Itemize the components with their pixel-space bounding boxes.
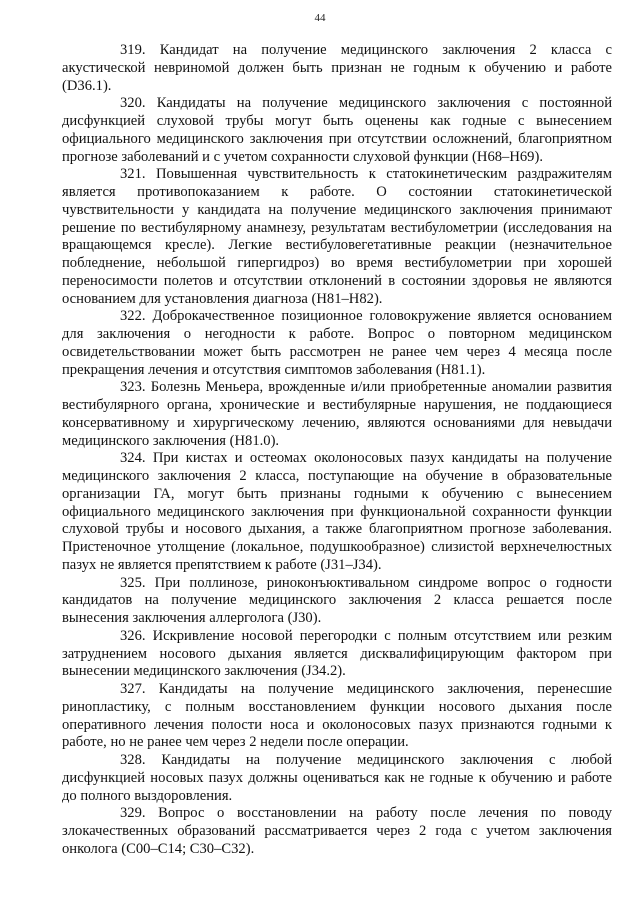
paragraph-320: 320. Кандидаты на получение медицинского заключения с постоянной дисфункцией слуховой трубы могут быть оценены как годные с вынесением официального медицинского заключения при отсутствии осложнений, благоприятном прогнозе заболеваний и с учетом сохранности слуховой функции (Н68–Н69). [62,95,612,165]
paragraph-323: 323. Болезнь Меньера, врожденные и/или приобретенные аномалии развития вестибулярного органа, хронические и вестибулярные нарушения, не поддающиеся консервативному и хирургическому лечению, являются основаниями для невыдачи медицинского заключения (Н81.0). [62,379,612,449]
paragraph-319: 319. Кандидат на получение медицинского заключения 2 класса с акустической невриномой должен быть признан не годным к обучению и работе (D36.1). [62,42,612,94]
paragraph-322: 322. Доброкачественное позиционное головокружение является основанием для заключения о негодности к работе. Вопрос о повторном медицинском освидетельствовании может быть рассмотрен не ранее чем через 4 месяца после прекращения лечения и отсутствия симптомов заболевания (Н81.1). [62,308,612,378]
page-number: 44 [314,12,326,24]
paragraph-327: 327. Кандидаты на получение медицинского заключения, перенесшие ринопластику, с полным восстановлением функции носового дыхания после оперативного лечения полости носа и околоносовых пазух признаются годными к работе, но не ранее чем через 2 недели после операции. [62,681,612,751]
paragraph-328: 328. Кандидаты на получение медицинского заключения с любой дисфункцией носовых пазух должны оцениваться как не годные к обучению и работе до полного выздоровления. [62,752,612,804]
paragraph-321: 321. Повышенная чувствительность к статокинетическим раздражителям является противопоказанием к работе. О состоянии статокинетической чувствительности у кандидата на получение медицинского заключения принимают решение по вестибулярному анамнезу, результатам вестибулометрии (исследования на вращающемся кресле). Легкие вестибуловегетативные реакции (незначительное побледнение, небольшой гипергидроз) во время вестибулометрии при хорошей переносимости полетов и отсутствии отклонений в состоянии здоровья не являются основанием для установления диагноза (Н81–Н82). [62,166,612,307]
paragraph-329: 329. Вопрос о восстановлении на работу после лечения по поводу злокачественных образований рассматривается через 2 года с учетом заключения онколога (С00–С14; С30–С32). [62,805,612,857]
paragraph-324: 324. При кистах и остеомах околоносовых пазух кандидаты на получение медицинского заключения 2 класса, поступающие на обучение в образовательные организации ГА, могут быть признаны годными к обучению с вынесением официального медицинского заключения при функциональной сохранности функции слуховой трубы и носового дыхания, а также благоприятном прогнозе заболевания. Пристеночное утолщение (локальное, подушкообразное) слизистой верхнечелюстных пазух не является препятствием к работе (J31–J34). [62,450,612,573]
paragraph-325: 325. При поллинозе, риноконъюктивальном синдроме вопрос о годности кандидатов на получение медицинского заключения 2 класса решается после вынесения заключения аллерголога (J30). [62,574,612,626]
paragraph-326: 326. Искривление носовой перегородки с полным отсутствием или резким затруднением носового дыхания является дисквалифицирующим фактором при вынесении медицинского заключения (J34.2). [62,627,612,680]
document-body [62,42,612,859]
